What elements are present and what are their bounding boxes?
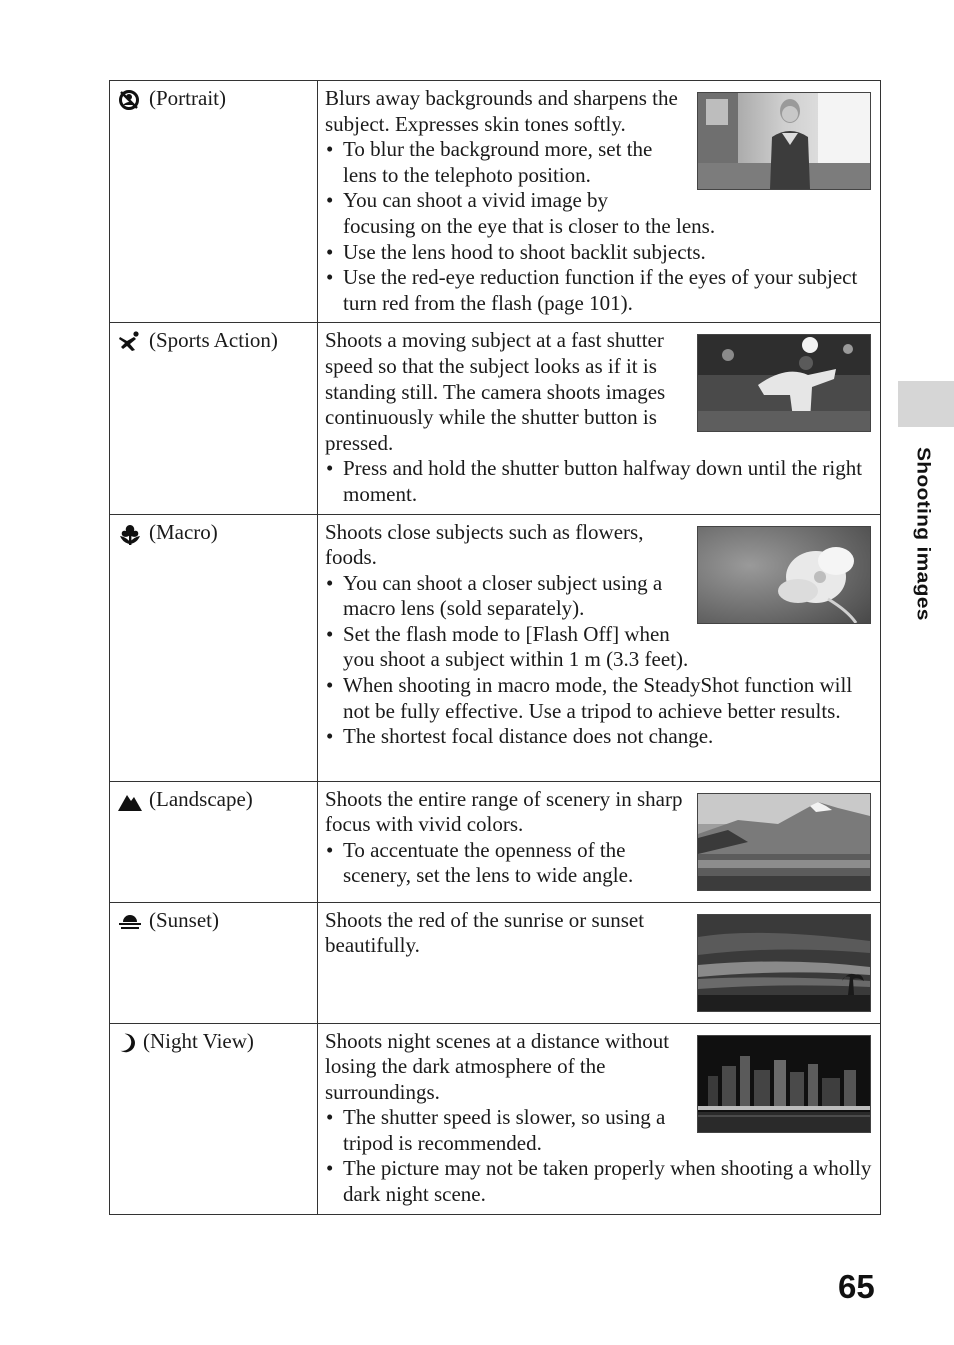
sports-action-icon: [117, 330, 143, 354]
side-tab-marker: [898, 381, 954, 427]
mode-head: [117, 908, 311, 934]
portrait-icon: [117, 88, 143, 112]
mode-cell: [110, 1023, 318, 1214]
table-row: [110, 781, 881, 902]
description-cell: [318, 1023, 881, 1214]
mode-head: [117, 1029, 311, 1055]
tips-list: [325, 1105, 874, 1207]
list-item: • The shutter speed is slower, so using a tripod is recommended.: [325, 1105, 874, 1156]
description-cell: [318, 781, 881, 902]
list-item: • You can shoot a vivid image by focusing on the eye that is closer to the lens.: [325, 188, 874, 239]
table-row: [110, 81, 881, 323]
mode-description: Shoots a moving subject at a fast shutter speed so that the subject looks as if it is standing still. The camera shoots images continuously while the shutter button is pressed.: [325, 328, 666, 455]
table-row: [110, 1023, 881, 1214]
description-cell: [318, 902, 881, 1023]
mode-name: (Macro): [149, 519, 218, 544]
night-view-icon: [117, 1031, 139, 1055]
list-item: • Use the lens hood to shoot backlit subjects.: [325, 240, 874, 266]
mode-name: (Portrait): [149, 86, 226, 110]
mode-description: Shoots night scenes at a distance without losing the dark atmosphere of the surroundings.: [325, 1028, 670, 1104]
mode-name: (Sports Action): [149, 328, 278, 353]
tips-list: [325, 456, 874, 507]
sunset-photo: [697, 914, 871, 1012]
table-row: [110, 514, 881, 781]
mode-cell: [110, 902, 318, 1023]
table-row: [110, 323, 881, 514]
macro-icon: [117, 522, 143, 546]
list-item: • To accentuate the openness of the scenery, set the lens to wide angle.: [325, 838, 874, 889]
sunset-icon: [117, 910, 143, 934]
mode-description: Shoots close subjects such as flowers, foods.: [325, 519, 644, 570]
mode-cell: [110, 781, 318, 902]
landscape-icon: [117, 789, 143, 813]
mode-description: Shoots the entire range of scenery in sharp focus with vivid colors.: [325, 786, 683, 837]
list-item: • The picture may not be taken properly when shooting a wholly dark night scene.: [325, 1156, 874, 1207]
mode-head: [117, 787, 311, 813]
mode-name: (Sunset): [149, 907, 219, 932]
mode-head: [117, 520, 311, 546]
description-cell: [318, 323, 881, 514]
list-item: • Use the red-eye reduction function if the eyes of your subject turn red from the flash (page 101).: [325, 265, 874, 316]
mode-head: [117, 328, 311, 354]
mode-head: [117, 86, 311, 112]
table-row: [110, 902, 881, 1023]
mode-name: (Night View): [143, 1028, 254, 1053]
section-side-label: Shooting images: [912, 447, 934, 621]
list-item: • Press and hold the shutter button halfway down until the right moment.: [325, 456, 874, 507]
list-item: • The shortest focal distance does not change.: [325, 724, 874, 750]
sports-action-photo: [697, 334, 871, 432]
mode-description: Blurs away backgrounds and sharpens the subject. Expresses skin tones softly.: [325, 86, 678, 136]
list-item: • When shooting in macro mode, the SteadyShot function will not be fully effective. Use a tripod to achieve better results.: [325, 673, 874, 724]
mode-name: (Landscape): [149, 786, 253, 811]
list-item: • Set the flash mode to [Flash Off] when you shoot a subject within 1 m (3.3 feet).: [325, 622, 874, 673]
description-cell: [318, 81, 881, 323]
list-item: • You can shoot a closer subject using a macro lens (sold separately).: [325, 571, 874, 622]
tips-list: [325, 838, 874, 889]
mode-cell: [110, 514, 318, 781]
list-item: • To blur the background more, set the lens to the telephoto position.: [325, 137, 874, 188]
tips-list: [325, 571, 874, 750]
mode-cell: [110, 323, 318, 514]
description-cell: [318, 514, 881, 781]
tips-list: [325, 137, 874, 316]
scene-mode-table: [109, 80, 881, 1215]
page-number: 65: [838, 1268, 875, 1305]
mode-description: Shoots the red of the sunrise or sunset beautifully.: [325, 907, 645, 958]
mode-cell: [110, 81, 318, 323]
